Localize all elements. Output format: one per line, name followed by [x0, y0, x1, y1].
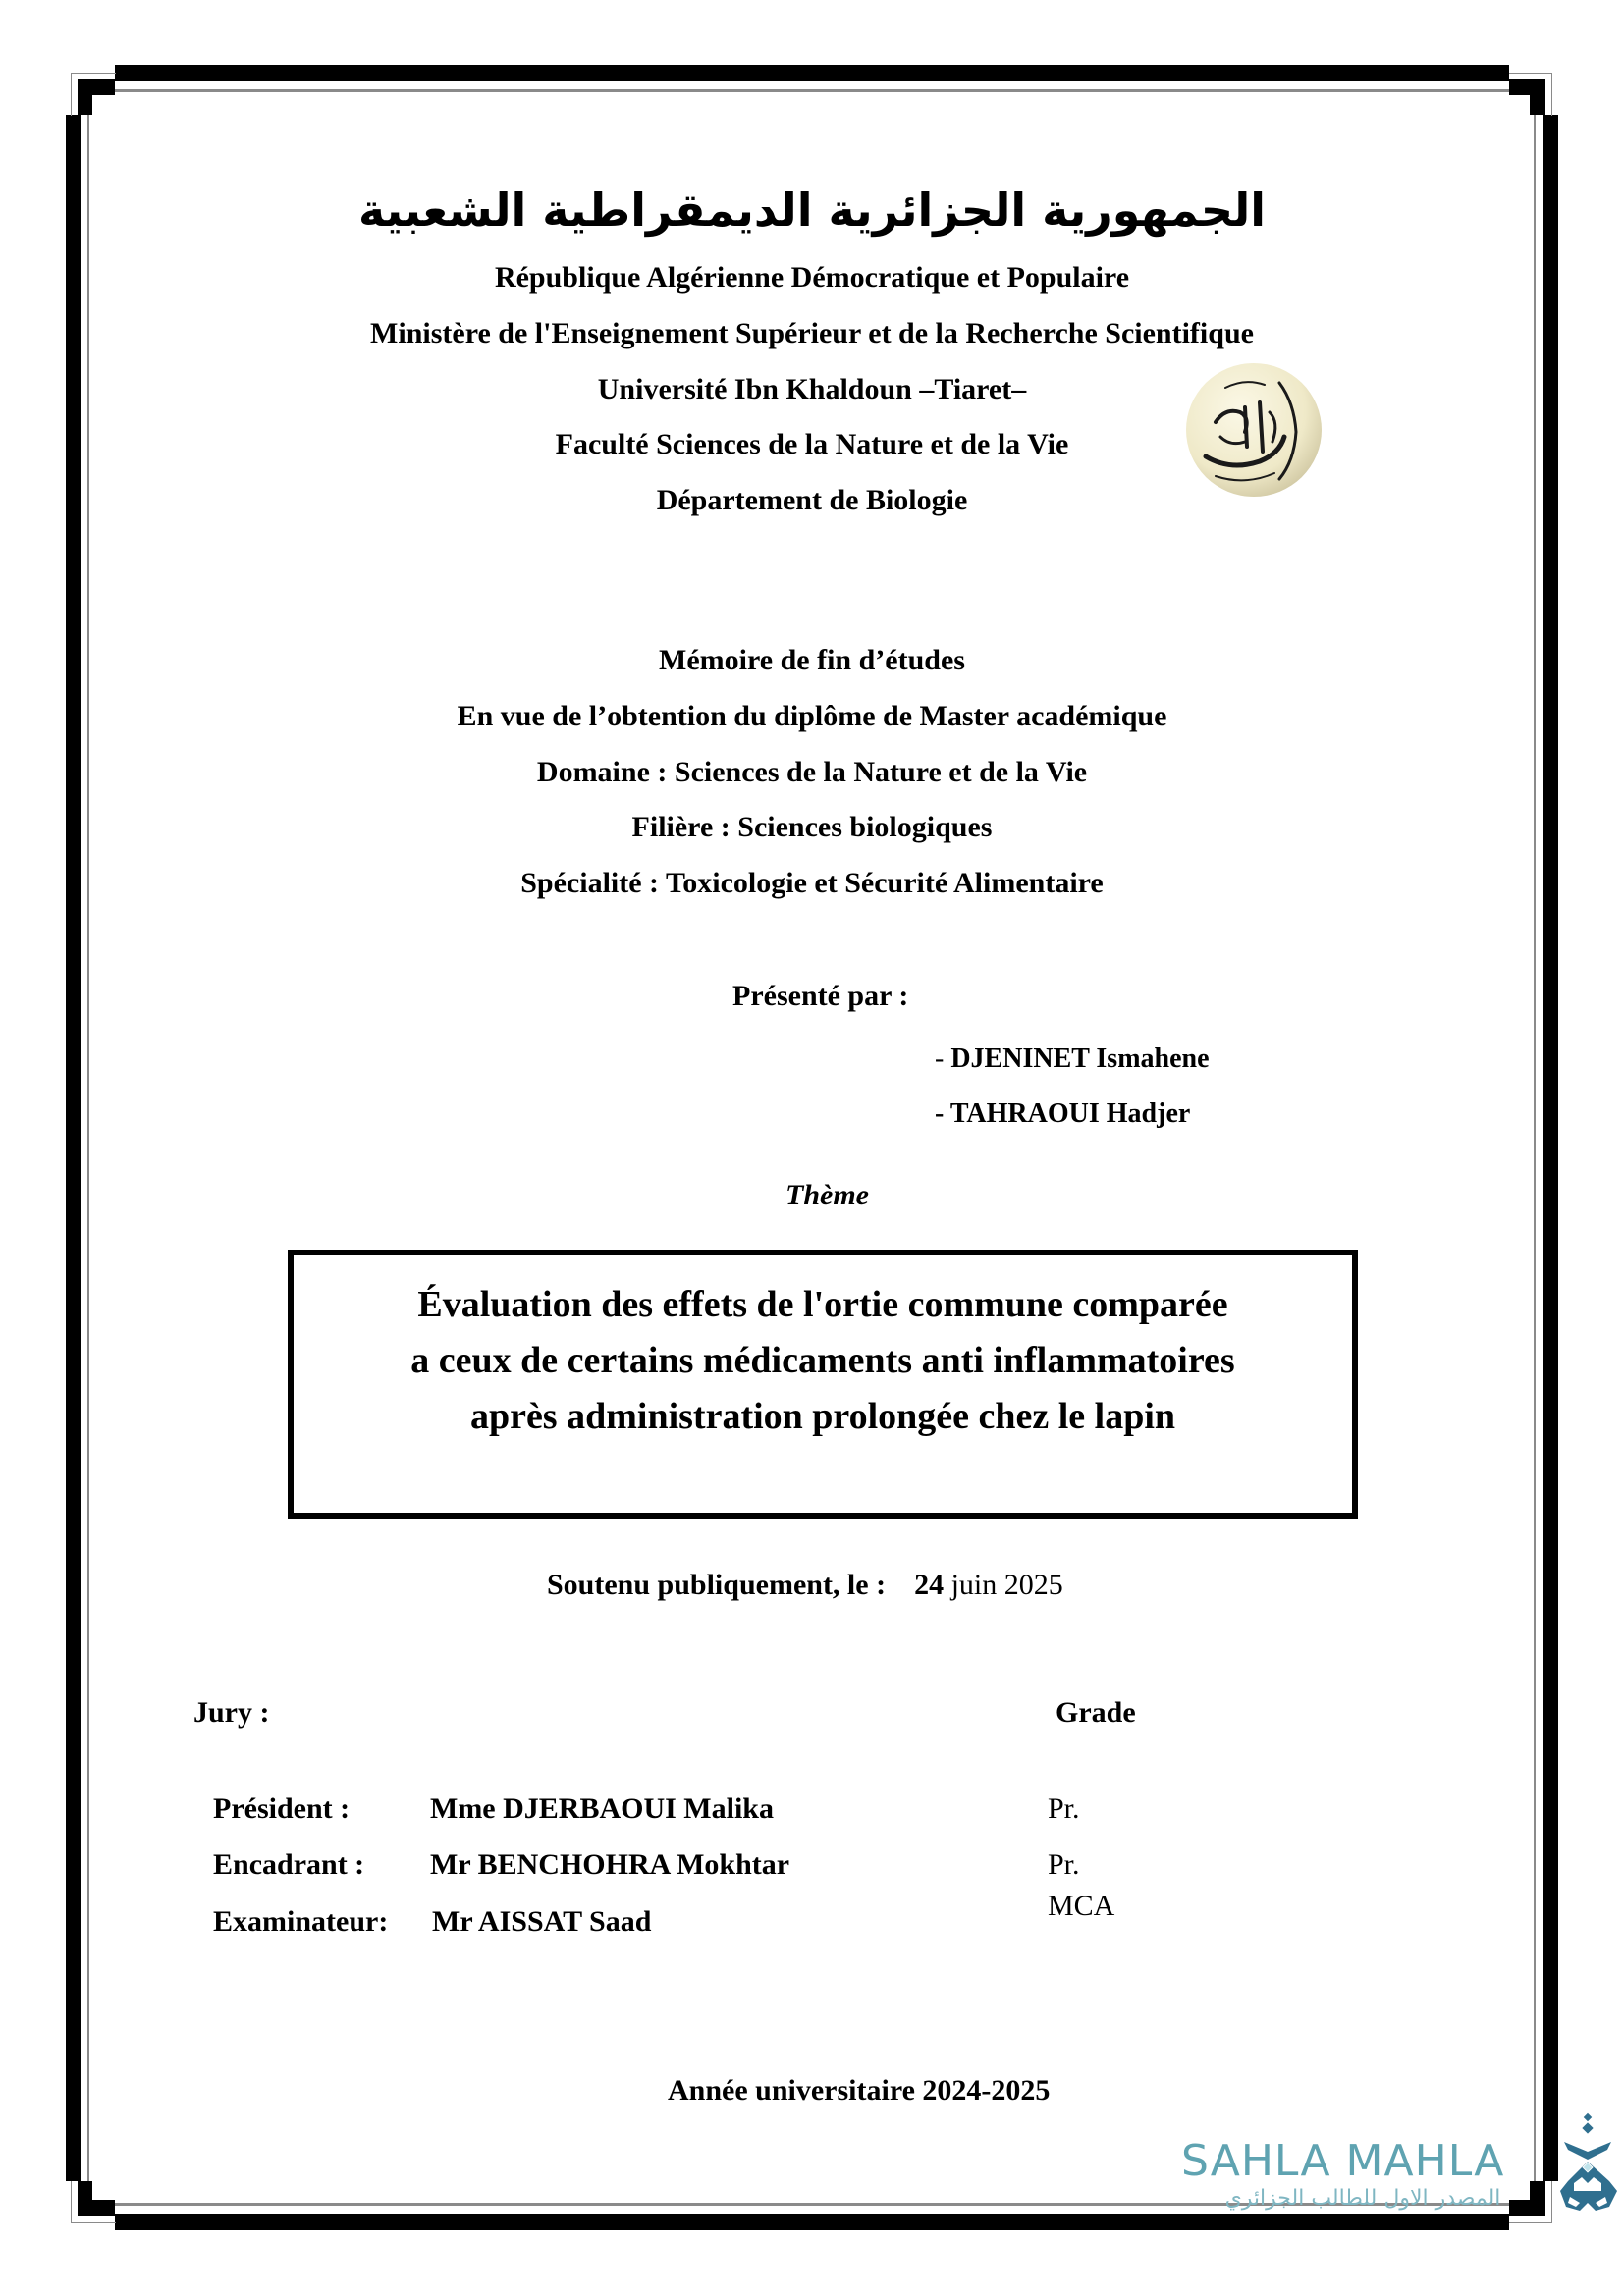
- thesis-purpose: En vue de l’obtention du diplôme de Master académique: [457, 700, 1167, 732]
- frame-top-thin-line: [115, 89, 1509, 92]
- frame-corner-outline-tl: [71, 73, 116, 116]
- jury-grade-supervisor: Pr.: [1048, 1848, 1080, 1881]
- frame-corner-outline-bl: [71, 2181, 116, 2223]
- jury-grade-examiner: MCA: [1048, 1890, 1115, 1922]
- frame-left-bar: [66, 115, 81, 2181]
- frame-right-thin-line: [1534, 115, 1536, 2181]
- frame-top-bar: [115, 65, 1509, 81]
- presented-by-label: Présenté par :: [732, 980, 909, 1012]
- author-2-dash: -: [935, 1098, 950, 1129]
- ministry-line: Ministère de l'Enseignement Supérieur et de la Recherche Scientifique: [370, 317, 1254, 349]
- jury-name-examiner: Mr AISSAT Saad: [432, 1905, 652, 1938]
- jury-role-president: Président :: [213, 1792, 351, 1825]
- frame-bottom-bar: [115, 2214, 1509, 2230]
- university-seal-icon: [1186, 363, 1322, 497]
- jury-role-supervisor: Encadrant :: [213, 1848, 365, 1881]
- thesis-speciality: Spécialité : Toxicologie et Sécurité Alimentaire: [520, 867, 1104, 899]
- frame-corner-outline-tr: [1509, 73, 1552, 116]
- frame-left-thin-line: [87, 115, 89, 2181]
- faculty-line: Faculté Sciences de la Nature et de la Vie: [555, 428, 1069, 460]
- academic-year: Année universitaire 2024-2025: [668, 2074, 1051, 2107]
- thesis-field: Filière : Sciences biologiques: [631, 811, 993, 843]
- thesis-title-line-3: après administration prolongée chez le lapin: [469, 1396, 1176, 1437]
- frame-right-bar: [1543, 115, 1558, 2181]
- jury-name-supervisor: Mr BENCHOHRA Mokhtar: [430, 1848, 790, 1881]
- university-line: Université Ibn Khaldoun –Tiaret–: [597, 373, 1027, 405]
- theme-label: Thème: [785, 1179, 869, 1211]
- republic-line: République Algérienne Démocratique et Populaire: [494, 261, 1130, 294]
- grade-label: Grade: [1056, 1696, 1136, 1729]
- author-2: [935, 1097, 1190, 1131]
- jury-grade-president: Pr.: [1048, 1792, 1080, 1825]
- department-line: Département de Biologie: [656, 484, 968, 516]
- defense-day: 24: [914, 1569, 945, 1601]
- thesis-domain: Domaine : Sciences de la Nature et de la Vie: [536, 756, 1088, 788]
- defense-label: Soutenu publiquement, le :: [547, 1569, 887, 1601]
- jury-role-examiner: Examinateur:: [213, 1905, 389, 1938]
- thesis-title-line-2: a ceux de certains médicaments anti inflammatoires: [410, 1340, 1235, 1381]
- sahla-mahla-logo-icon: [1556, 2112, 1621, 2215]
- defense-month-year: juin 2025: [950, 1569, 1063, 1601]
- thesis-title-box: [288, 1250, 1358, 1519]
- author-1: [935, 1042, 1210, 1076]
- watermark-tagline: المصدر الاول للطالب الجزائري: [1224, 2186, 1501, 2211]
- author-1-name: DJENINET Ismahene: [950, 1043, 1210, 1074]
- defense-date: [547, 1568, 1063, 1603]
- thesis-type: Mémoire de fin d’études: [659, 644, 965, 676]
- thesis-title-line-1: Évaluation des effets de l'ortie commune comparée: [417, 1284, 1228, 1325]
- arabic-title: الجمهورية الجزائرية الديمقراطية الشعبية: [357, 184, 1267, 237]
- author-2-name: TAHRAOUI Hadjer: [949, 1098, 1191, 1129]
- thesis-title: [294, 1277, 1352, 1445]
- author-1-dash: -: [935, 1043, 951, 1074]
- watermark-brand: SAHLA MAHLA: [1181, 2136, 1505, 2186]
- jury-name-president: Mme DJERBAOUI Malika: [430, 1792, 774, 1825]
- jury-label: Jury :: [193, 1696, 270, 1729]
